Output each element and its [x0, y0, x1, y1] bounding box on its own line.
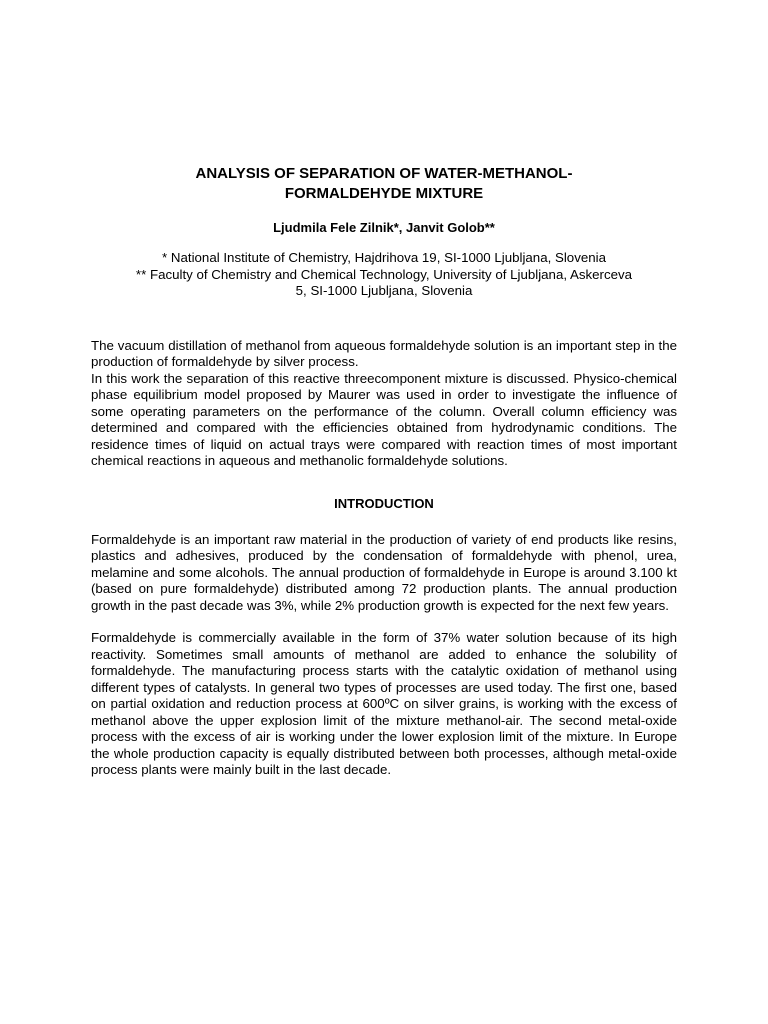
affiliations: [91, 250, 677, 300]
affiliation-2-line-2: 5, SI-1000 Ljubljana, Slovenia: [295, 283, 473, 298]
affiliation-2-line-1: ** Faculty of Chemistry and Chemical Technology, University of Ljubljana, Askerceva: [135, 266, 633, 282]
affiliation-1: * National Institute of Chemistry, Hajdrihova 19, SI-1000 Ljubljana, Slovenia: [162, 250, 606, 265]
paper-page: [91, 164, 677, 779]
author-list: Ljudmila Fele Zilnik*, Janvit Golob**: [273, 220, 495, 235]
introduction-paragraph-2: Formaldehyde is commercially available in the form of 37% water solution because of its high reactivity. Sometimes small amounts of methanol are added to enhance the solubility of formaldehyde. The manufacturing process starts with the catalytic oxidation of methanol using different types of catalysts. In general two types of processes are used today. The first one, based on partial oxidation and reduction process at 600ºC on silver grains, is working with the excess of methanol above the upper explosion limit of the mixture methanol-air. The second metal-oxide process with the excess of air is working under the lower explosion limit of the mixture. In Europe the whole production capacity is equally distributed between both processes, although metal-oxide process plants were mainly built in the last decade.: [91, 630, 677, 777]
section-heading-introduction: INTRODUCTION: [334, 495, 434, 511]
abstract: [91, 338, 677, 470]
paper-title: [91, 164, 677, 204]
title-line-1: ANALYSIS OF SEPARATION OF WATER-METHANOL-: [195, 165, 573, 182]
abstract-paragraph-1: The vacuum distillation of methanol from aqueous formaldehyde solution is an important step in the production of formaldehyde by silver process.: [91, 337, 677, 369]
title-line-2: FORMALDEHYDE MIXTURE: [284, 185, 484, 202]
introduction-paragraph-1: Formaldehyde is an important raw material in the production of variety of end products like resins, plastics and adhesives, produced by the condensation of formaldehyde with phenol, urea, melamine and some alcohols. The annual production of formaldehyde in Europe is around 3.100 kt (based on pure formaldehyde) distributed among 72 production plants. The annual production growth in the past decade was 3%, while 2% production growth is expected for the next few years.: [91, 531, 677, 613]
abstract-paragraph-2: In this work the separation of this reactive threecomponent mixture is discussed. Physico-chemical phase equilibrium model proposed by Maurer was used in order to investigate the influence of some operating parameters on the performance of the column. Overall column efficiency was determined and compared with the efficiencies obtained from hydrodynamic conditions. The residence times of liquid on actual trays were compared with reaction times of most important chemical reactions in aqueous and methanolic formaldehyde solutions.: [91, 370, 677, 468]
